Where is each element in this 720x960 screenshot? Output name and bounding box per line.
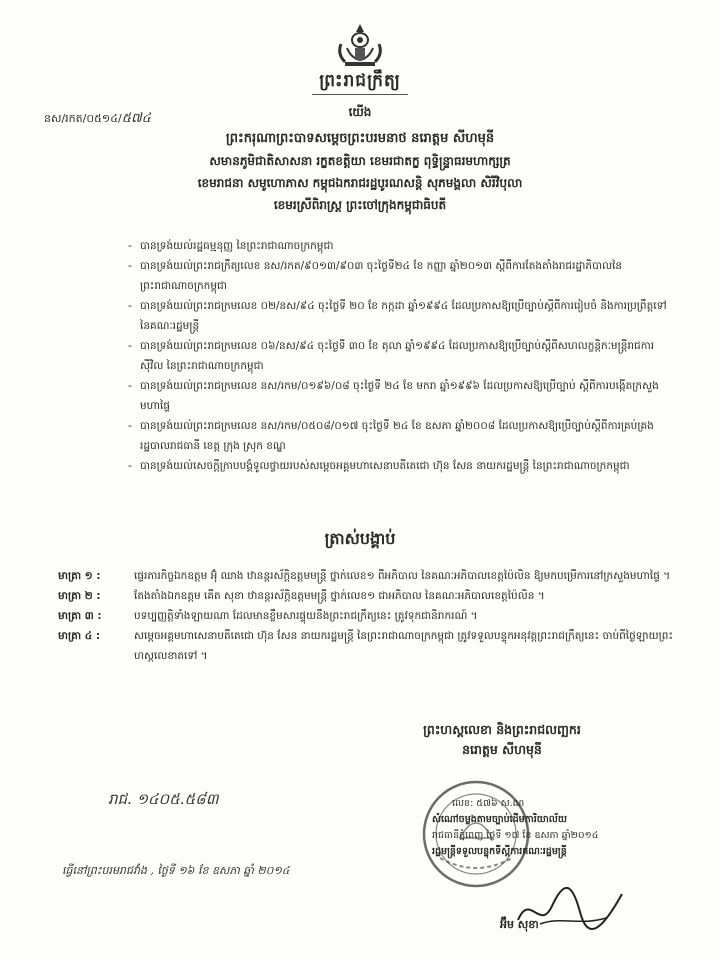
royal-signature-block	[352, 720, 652, 760]
king-title-line-2: សមានភូមិជាតិសាសនា រក្ខតខត្តិយា ខេមរជាតក្ខ ពុទ្ធិន្ទ្រាធរមហាក្សត្រ	[209, 154, 511, 168]
article-3	[58, 606, 678, 626]
king-title-line-1: ព្រះករុណាព្រះបាទសម្តេចព្រះបរមនាថ នរោត្តម សីហមុនី	[225, 131, 495, 146]
preamble-item: - បានទ្រង់យល់ព្រះរាជក្រមលេខ នស/រកម/០៥០៨/០១៧ ចុះថ្ងៃទី ២៤ ខែ ឧសភា ឆ្នាំ២០០៨ ដែលប្រកាសឱ្យប្រើច្បាប់ស្តីពីការគ្រប់គ្រងរដ្ឋបាលរាជធានី ខេត្ត ក្រុង ស្រុក ខណ្ឌ	[128, 416, 668, 456]
preamble-item: - បានទ្រង់យល់ព្រះរាជក្រឹត្យលេខ នស/រកត/៩០១៣/៩០៣ ចុះថ្ងៃទី២៤ ខែ កញ្ញា ឆ្នាំ២០១៣ ស្តីពីការតែងតាំងរាជរដ្ឋាភិបាលនៃព្រះរាជាណាចក្រកម្ពុជា	[128, 256, 668, 296]
preamble-item: - បានទ្រង់យល់រដ្ឋធម្មនុញ្ញ នៃព្រះរាជាណាចក្រកម្ពុជា	[128, 236, 668, 256]
decree-heading: ត្រាស់បង្គាប់	[324, 529, 396, 548]
king-title-line-3: ខេមរាជនា សមូហោភាស កម្ពុជឯករាជរដ្ឋបូរណសន្តិ សុភមង្គលា សិរីវិបុលា	[197, 176, 523, 190]
article-text: សម្តេចអគ្គមហាសេនាបតីតេជោ ហ៊ុន សែន នាយករដ្ឋមន្ត្រី នៃព្រះរាជាណាចក្រកម្ពុជា ត្រូវទទួលបន្ទុកអនុវត្តព្រះរាជក្រឹត្យនេះ ចាប់ពីថ្ងៃឡាយព្រះហស្តលេខាតទៅ ។	[134, 630, 674, 662]
document-title: ព្រះរាជក្រឹត្យ	[319, 71, 401, 91]
certification-position: រដ្ឋមន្ត្រីទទួលបន្ទុកទីស្តីការគណៈរដ្ឋមន្ត្រី	[432, 846, 567, 857]
article-text: តែងតាំងឯកឧត្តម គើត សុខា ឋានន្តរស័ក្តិឧត្តមមន្ត្រី ថ្នាក់លេខ១ ជាអភិបាល នៃគណៈអភិបាលខេត្តប៉ៃលិន ។	[134, 590, 545, 602]
royal-signature-name: នរោត្តម សីហមុនី	[462, 742, 542, 757]
handwritten-registry-number: រាជ. ១៤០៥.៥៨៣	[108, 790, 219, 808]
document-number-typed: នស/រកត/០៥១៤/	[44, 112, 122, 125]
article-label: មាត្រា ៣ :	[58, 610, 102, 622]
place-and-date: ធ្វើនៅព្រះបរមរាជវាំង , ថ្ងៃទី ១៦ ខែ ឧសភា ឆ្នាំ ២០១៤	[62, 864, 290, 877]
preamble-item: - បានទ្រង់យល់ព្រះរាជក្រមលេខ ០៦/នស/៩៤ ចុះថ្ងៃទី ៣០ ខែ តុលា ឆ្នាំ១៩៩៤ ដែលប្រកាសឱ្យប្រើច្បាប់ស្តីពីសហលក្ខន្តិកៈមន្ត្រីរាជការស៊ីវិល នៃព្រះរាជាណាចក្រកម្ពុជា	[128, 336, 668, 376]
certification-office: សំណៅចម្លងតាមច្បាប់ដើមការិយាល័យ	[432, 814, 567, 825]
articles-list	[58, 566, 678, 666]
article-1	[58, 566, 678, 586]
preamble-list	[128, 236, 668, 476]
article-label: មាត្រា ៤ :	[58, 630, 101, 642]
signer-name: អ៊ឹម សុខា	[500, 918, 539, 931]
certification-block	[432, 796, 692, 860]
article-4	[58, 626, 678, 666]
certification-number: លេខ: ៥៧៦ ស.ណ	[452, 798, 525, 809]
article-label: មាត្រា ១ :	[58, 570, 101, 582]
article-label: មាត្រា ២ :	[58, 590, 101, 602]
preamble-item: - បានទ្រង់យល់សេចក្តីក្រាបបង្គំទូលថ្វាយរបស់សម្តេចអគ្គមហាសេនាបតីតេជោ ហ៊ុន សែន នាយករដ្ឋមន្ត្រី នៃព្រះរាជាណាចក្រកម្ពុជា	[128, 456, 668, 476]
seen-label: យើង	[348, 105, 372, 119]
royal-crest-emblem	[333, 22, 387, 68]
preamble-item: - បានទ្រង់យល់ព្រះរាជក្រមលេខ នស/រកម/០១៩៦/០៨ ចុះថ្ងៃទី ២៤ ខែ មករា ឆ្នាំ១៩៩៦ ដែលប្រកាសឱ្យប្រើច្បាប់ ស្តីពីការបង្កើតក្រសួងមហាផ្ទៃ	[128, 376, 668, 416]
document-number-handwritten: ៥៧៤	[121, 111, 151, 126]
article-text: បទប្បញ្ញត្តិទាំងឡាយណា ដែលមានខ្លឹមសារផ្ទុយនឹងព្រះរាជក្រឹត្យនេះ ត្រូវទុកជានិរាករណ៍ ។	[134, 610, 478, 622]
preamble-item: - បានទ្រង់យល់ព្រះរាជក្រមលេខ ០២/នស/៩៤ ចុះថ្ងៃទី ២០ ខែ កក្កដា ឆ្នាំ១៩៩៤ ដែលប្រកាសឱ្យប្រើច្បាប់ស្តីពីការរៀបចំ និងការប្រព្រឹត្តទៅ នៃគណៈរដ្ឋមន្ត្រី	[128, 296, 668, 336]
article-2	[58, 586, 678, 606]
king-title-line-4: ខេមរស្រីពិរាស្ត្រ ព្រះចៅក្រុងកម្ពុជាធិបតី	[273, 198, 447, 212]
article-text: ផ្ទេរភារកិច្ចឯកឧត្តម អ៊ុំ ឈាង ឋានន្តរស័ក្តិឧត្តមមន្ត្រី ថ្នាក់លេខ១ ពីអភិបាល នៃគណៈអភិបាលខេត្តប៉ៃលិន ឱ្យមកបម្រើការនៅក្រសួងមហាផ្ទៃ ។	[134, 570, 671, 582]
title-underline	[312, 94, 408, 95]
royal-signature-line-1: ព្រះហស្តលេខា និងព្រះរាជលញ្ឆករ	[423, 722, 581, 737]
certification-date: រាជធានីភ្នំពេញ ថ្ងៃទី ១៧ ខែ ឧសភា ឆ្នាំ២០១៤	[432, 830, 599, 841]
